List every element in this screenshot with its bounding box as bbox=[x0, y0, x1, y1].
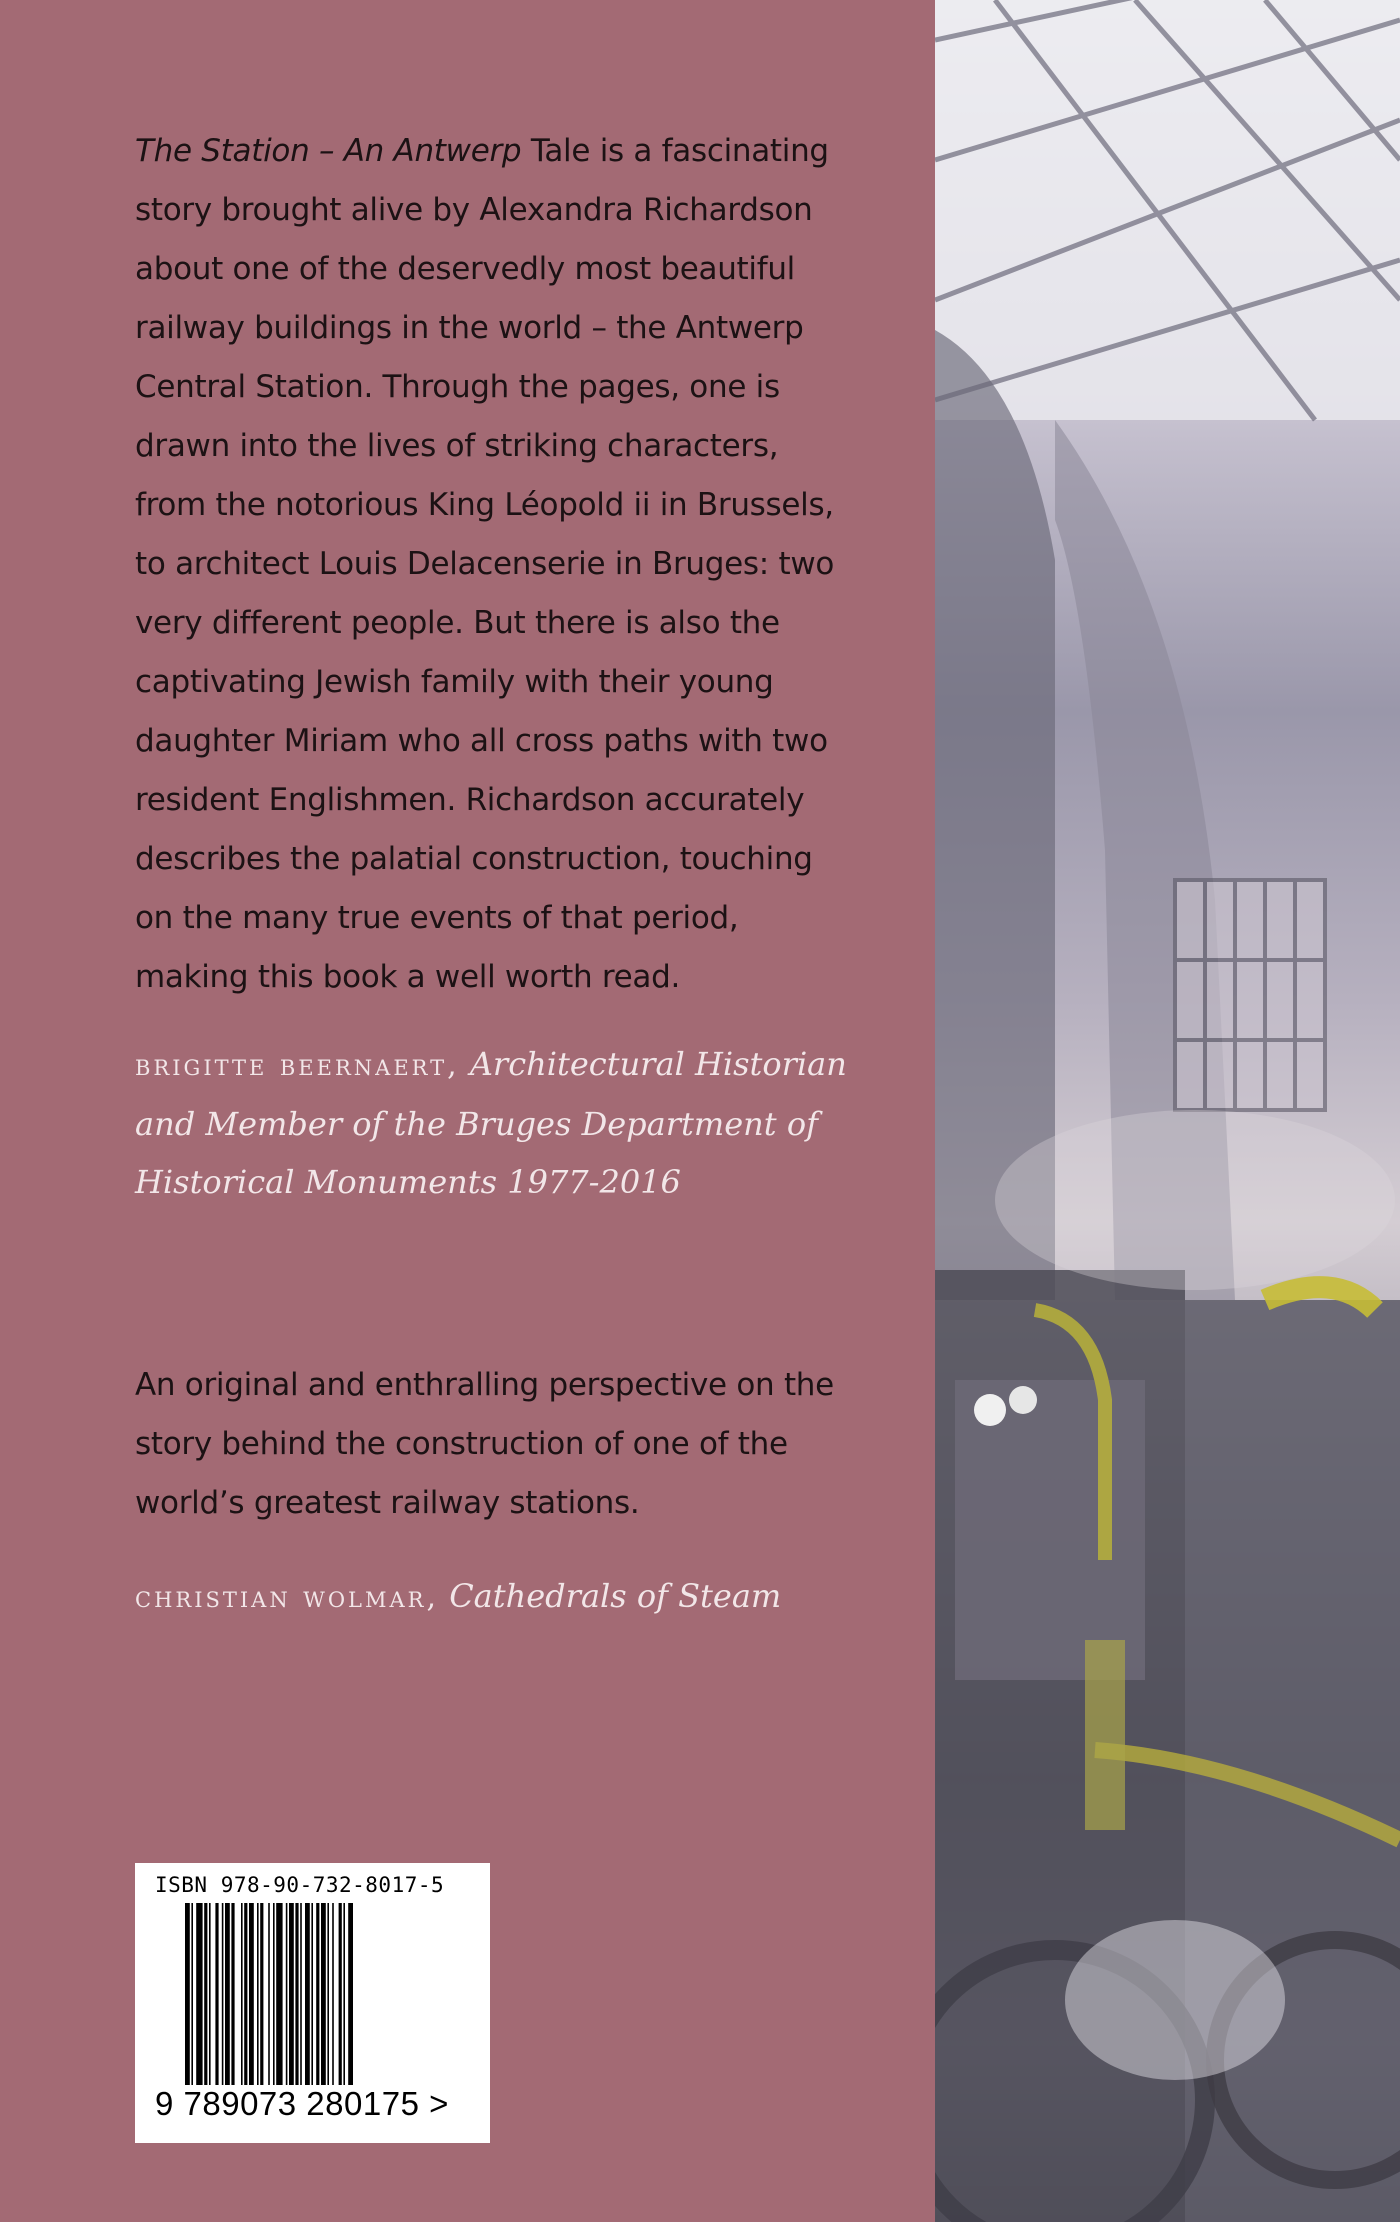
station-photo-art bbox=[935, 0, 1400, 2222]
review-blurb-1-text: Tale is a fascinating story brought alive by Alexandra Richardson about one of the deservedly most beautiful railway buildings in the world – the Antwerp Central Station. Through the pages, one is drawn into the lives of striking characters, from the notorious King Léopold ii in Brussels, to architect Louis Delacenserie in Bruges: two very different people. But there is also the captivating Jewish family with their young daughter Miriam who all cross paths with two resident Englishmen. Richardson accurately describes the palatial construction, touching on the many true events of that period, making this book a well worth read. bbox=[135, 133, 835, 995]
review-blurb-2 bbox=[135, 1356, 855, 1533]
review-blurb-2-text: An original and enthralling perspective on the story behind the construction of one of the world’s greatest railway stations. bbox=[135, 1367, 834, 1521]
reviewer-name-2: christian wolmar, bbox=[135, 1580, 440, 1615]
reviewer-role-1: Architectural Historian and Member of the Bruges Department of Historical Monuments 1977-2016 bbox=[135, 1045, 847, 1201]
barcode-bars bbox=[185, 1903, 425, 2093]
book-title-italic: The Station – An Antwerp bbox=[135, 133, 522, 169]
station-photo-illustration bbox=[935, 0, 1400, 2222]
barcode-digits: 9 789073 280175 > bbox=[155, 2085, 449, 2122]
review-attribution-1 bbox=[135, 1035, 855, 1211]
isbn-label: ISBN 978-90-732-8017-5 bbox=[155, 1873, 445, 1897]
review-blurb-1 bbox=[135, 122, 855, 1007]
reviewer-role-2: Cathedrals of Steam bbox=[439, 1577, 782, 1615]
review-attribution-2 bbox=[135, 1567, 855, 1627]
reviewer-name-1: brigitte beernaert, bbox=[135, 1048, 460, 1083]
isbn-barcode bbox=[135, 1863, 490, 2143]
